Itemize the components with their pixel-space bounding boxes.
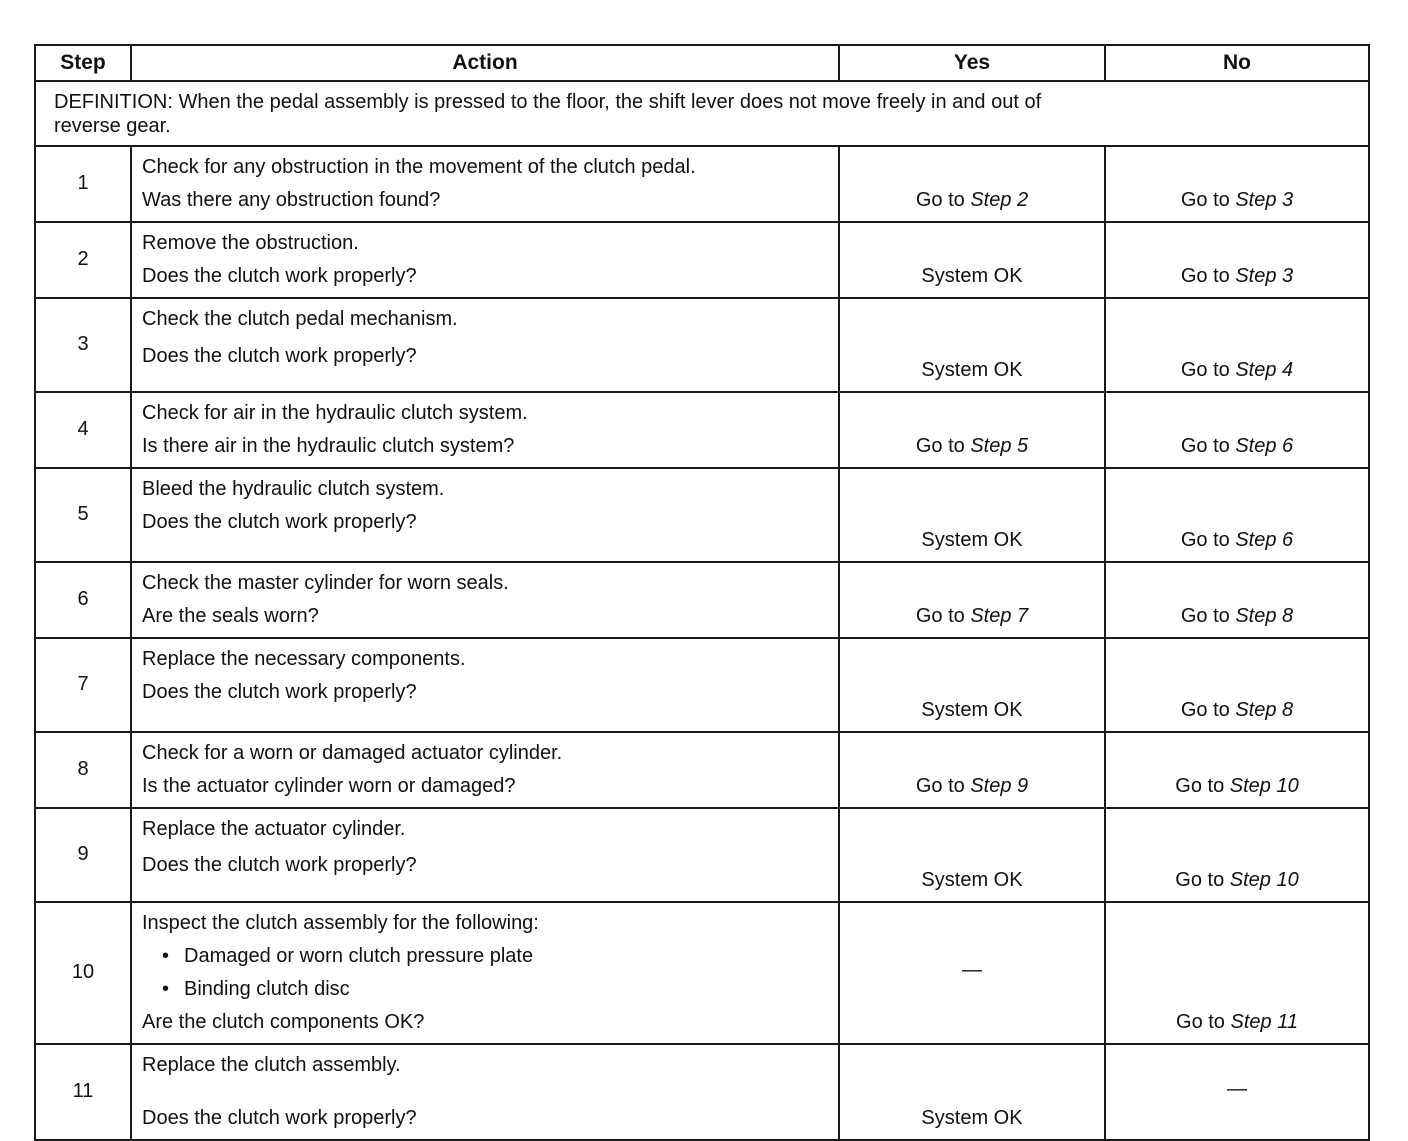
action-question: Is there air in the hydraulic clutch system? bbox=[142, 434, 515, 457]
no-step-ref: Step 8 bbox=[1235, 604, 1294, 627]
action-cell bbox=[131, 222, 839, 298]
yes-result: System OK bbox=[921, 698, 1023, 721]
action-text: Check the master cylinder for worn seals. bbox=[142, 571, 509, 594]
no-cell bbox=[1105, 468, 1369, 562]
yes-result: System OK bbox=[921, 868, 1023, 891]
step-number: 9 bbox=[35, 808, 131, 902]
go-to-label: Go to bbox=[915, 188, 965, 211]
go-to-label: Go to bbox=[1180, 528, 1230, 551]
table-row bbox=[35, 298, 1369, 392]
go-to-label: Go to bbox=[1180, 264, 1230, 287]
bullet-item bbox=[142, 940, 828, 973]
table-row bbox=[35, 638, 1369, 732]
go-to-label: Go to bbox=[915, 434, 965, 457]
action-question: Are the seals worn? bbox=[142, 604, 319, 627]
yes-cell bbox=[839, 146, 1105, 222]
action-text: Check for any obstruction in the movement of the clutch pedal. bbox=[142, 155, 696, 178]
go-to-label: Go to bbox=[1180, 188, 1230, 211]
action-question: Does the clutch work properly? bbox=[142, 680, 417, 703]
table-row bbox=[35, 808, 1369, 902]
no-cell bbox=[1105, 1044, 1369, 1140]
bullet-icon: • bbox=[162, 977, 170, 1000]
yes-cell bbox=[839, 732, 1105, 808]
no-step-ref: Step 3 bbox=[1235, 264, 1294, 287]
no-cell bbox=[1105, 808, 1369, 902]
bullet-icon: • bbox=[162, 944, 170, 967]
header-row bbox=[35, 45, 1369, 81]
bullet-item bbox=[142, 973, 828, 1006]
yes-cell bbox=[839, 1044, 1105, 1140]
no-cell bbox=[1105, 902, 1369, 1044]
no-step-ref: Step 6 bbox=[1235, 528, 1294, 551]
bullet-text: Binding clutch disc bbox=[184, 977, 350, 1000]
table-row bbox=[35, 468, 1369, 562]
action-cell bbox=[131, 1044, 839, 1140]
action-text: Bleed the hydraulic clutch system. bbox=[142, 477, 445, 500]
step-number: 5 bbox=[35, 468, 131, 562]
no-step-ref: Step 10 bbox=[1229, 868, 1299, 891]
table-row bbox=[35, 1044, 1369, 1140]
action-question: Does the clutch work properly? bbox=[142, 344, 417, 367]
action-text: Check the clutch pedal mechanism. bbox=[142, 307, 458, 330]
step-number: 7 bbox=[35, 638, 131, 732]
go-to-label: Go to bbox=[1176, 1010, 1225, 1033]
action-cell bbox=[131, 638, 839, 732]
action-text: Replace the actuator cylinder. bbox=[142, 817, 406, 840]
step-number: 8 bbox=[35, 732, 131, 808]
action-text: Check for air in the hydraulic clutch system. bbox=[142, 401, 528, 424]
header-action: Action bbox=[131, 45, 839, 81]
action-text: Inspect the clutch assembly for the following: bbox=[142, 911, 539, 934]
table-row bbox=[35, 732, 1369, 808]
definition-row bbox=[35, 81, 1369, 146]
yes-result: System OK bbox=[921, 1106, 1023, 1129]
no-cell bbox=[1105, 146, 1369, 222]
yes-result: System OK bbox=[921, 528, 1023, 551]
action-cell bbox=[131, 146, 839, 222]
action-text: Replace the necessary components. bbox=[142, 647, 466, 670]
go-to-label: Go to bbox=[1175, 868, 1225, 891]
action-text: Check for a worn or damaged actuator cylinder. bbox=[142, 741, 563, 764]
go-to-label: Go to bbox=[1175, 774, 1225, 797]
bullet-text: Damaged or worn clutch pressure plate bbox=[184, 944, 534, 967]
no-result-dash: — bbox=[1227, 1078, 1247, 1101]
yes-step-ref: Step 5 bbox=[970, 434, 1029, 457]
header-step: Step bbox=[35, 45, 131, 81]
step-number: 6 bbox=[35, 562, 131, 638]
no-step-ref: Step 6 bbox=[1235, 434, 1294, 457]
action-question: Is the actuator cylinder worn or damaged? bbox=[142, 774, 516, 797]
step-number: 10 bbox=[35, 902, 131, 1044]
action-cell bbox=[131, 562, 839, 638]
table-row bbox=[35, 222, 1369, 298]
yes-result: System OK bbox=[921, 358, 1023, 381]
yes-step-ref: Step 2 bbox=[970, 188, 1029, 211]
no-cell bbox=[1105, 298, 1369, 392]
yes-cell bbox=[839, 298, 1105, 392]
no-step-ref: Step 3 bbox=[1235, 188, 1294, 211]
no-cell bbox=[1105, 638, 1369, 732]
no-step-ref: Step 10 bbox=[1229, 774, 1299, 797]
yes-cell bbox=[839, 222, 1105, 298]
action-question: Does the clutch work properly? bbox=[142, 510, 417, 533]
action-cell bbox=[131, 392, 839, 468]
step-number: 1 bbox=[35, 146, 131, 222]
no-cell bbox=[1105, 392, 1369, 468]
table-row bbox=[35, 146, 1369, 222]
action-cell bbox=[131, 902, 839, 1044]
yes-cell bbox=[839, 638, 1105, 732]
no-cell bbox=[1105, 562, 1369, 638]
yes-step-ref: Step 7 bbox=[970, 604, 1029, 627]
action-question: Does the clutch work properly? bbox=[142, 853, 417, 876]
action-question: Are the clutch components OK? bbox=[142, 1010, 425, 1033]
yes-cell bbox=[839, 468, 1105, 562]
action-question: Was there any obstruction found? bbox=[142, 188, 441, 211]
no-cell bbox=[1105, 732, 1369, 808]
no-step-ref: Step 4 bbox=[1235, 358, 1294, 381]
action-text: Remove the obstruction. bbox=[142, 231, 359, 254]
no-step-ref: Step 11 bbox=[1230, 1010, 1298, 1033]
table-row bbox=[35, 562, 1369, 638]
action-cell bbox=[131, 468, 839, 562]
step-number: 3 bbox=[35, 298, 131, 392]
no-step-ref: Step 8 bbox=[1235, 698, 1294, 721]
definition-line-2: reverse gear. bbox=[54, 115, 171, 138]
step-number: 4 bbox=[35, 392, 131, 468]
diagnostic-table bbox=[34, 44, 1370, 1141]
action-text: Replace the clutch assembly. bbox=[142, 1053, 401, 1076]
yes-cell bbox=[839, 562, 1105, 638]
action-question: Does the clutch work properly? bbox=[142, 264, 417, 287]
go-to-label: Go to bbox=[1180, 604, 1230, 627]
go-to-label: Go to bbox=[1180, 434, 1230, 457]
table-row bbox=[35, 902, 1369, 1044]
no-cell bbox=[1105, 222, 1369, 298]
action-cell bbox=[131, 808, 839, 902]
yes-result-dash: — bbox=[962, 959, 982, 982]
definition-line-1: DEFINITION: When the pedal assembly is pressed to the floor, the shift lever does not move freely in and out of bbox=[54, 91, 1042, 113]
action-cell bbox=[131, 732, 839, 808]
action-cell bbox=[131, 298, 839, 392]
table-row bbox=[35, 392, 1369, 468]
yes-step-ref: Step 9 bbox=[970, 774, 1029, 797]
header-yes: Yes bbox=[839, 45, 1105, 81]
go-to-label: Go to bbox=[1180, 698, 1230, 721]
go-to-label: Go to bbox=[915, 604, 965, 627]
definition-cell bbox=[35, 81, 1369, 146]
step-number: 2 bbox=[35, 222, 131, 298]
go-to-label: Go to bbox=[915, 774, 965, 797]
step-number: 11 bbox=[35, 1044, 131, 1140]
yes-result: System OK bbox=[921, 264, 1023, 287]
action-question: Does the clutch work properly? bbox=[142, 1106, 417, 1129]
yes-cell bbox=[839, 902, 1105, 1044]
go-to-label: Go to bbox=[1180, 358, 1230, 381]
yes-cell bbox=[839, 808, 1105, 902]
header-no: No bbox=[1105, 45, 1369, 81]
yes-cell bbox=[839, 392, 1105, 468]
